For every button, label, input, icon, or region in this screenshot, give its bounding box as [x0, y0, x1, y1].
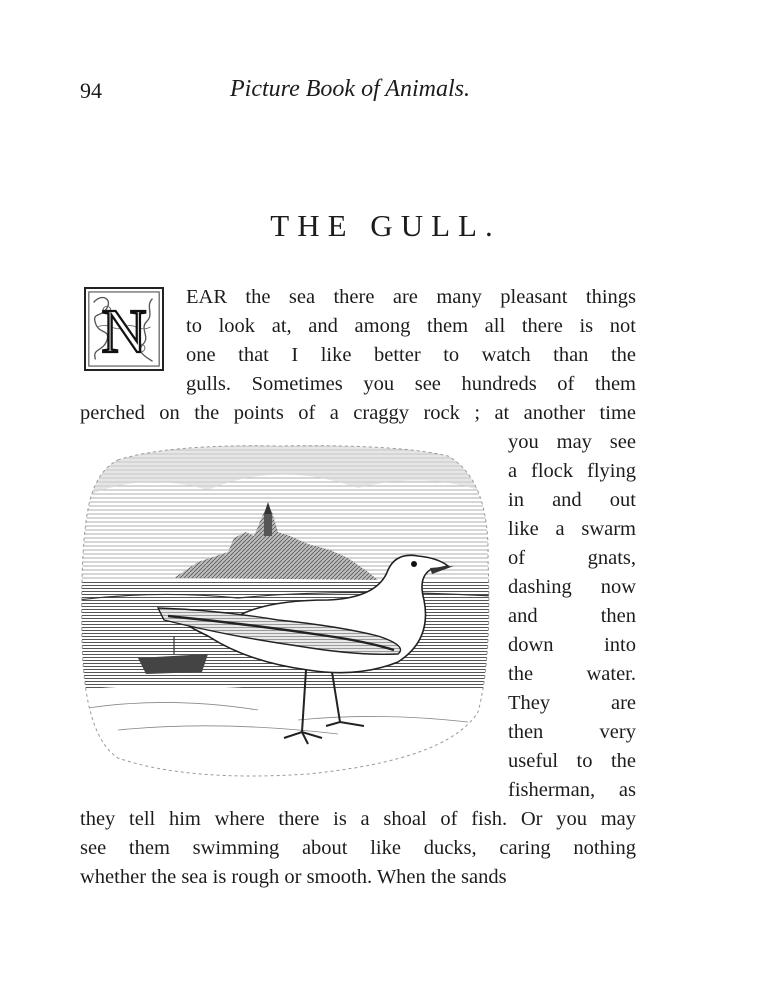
gull-illustration — [78, 440, 494, 785]
drop-cap-initial — [84, 287, 164, 371]
text-line-11: dashing now — [508, 576, 636, 598]
gull-engraving-icon — [78, 440, 494, 785]
text-line-21: whether the sea is rough or smooth. When the sands — [80, 866, 507, 888]
running-head — [80, 78, 640, 112]
ornamental-n-icon — [86, 289, 162, 369]
text-line-3: one that I like better to watch than the — [186, 344, 636, 366]
text-line-10: of gnats, — [508, 547, 636, 569]
text-line-20: see them swimming about like ducks, caring nothing — [80, 837, 636, 859]
text-line-16: then very — [508, 721, 636, 743]
page-number: 94 — [80, 78, 102, 103]
text-line-8: in and out — [508, 489, 636, 511]
text-line-17: useful to the — [508, 750, 636, 772]
text-line-2: to look at, and among them all there is not — [186, 315, 636, 337]
text-line-7: a flock flying — [508, 460, 636, 482]
text-line-18: fisherman, as — [508, 779, 636, 801]
drop-cap-letter: N — [101, 295, 147, 366]
text-line-6: you may see — [508, 431, 636, 453]
book-title: Picture Book of Animals. — [230, 76, 470, 102]
text-line-15: They are — [508, 692, 636, 714]
text-line-19: they tell him where there is a shoal of fish. Or you may — [80, 808, 636, 830]
text-line-12: and then — [508, 605, 636, 627]
chapter-title: THE GULL. — [270, 208, 501, 243]
text-line-14: the water. — [508, 663, 636, 685]
text-line-9: like a swarm — [508, 518, 636, 540]
text-line-13: down into — [508, 634, 636, 656]
text-line-5: perched on the points of a craggy rock ; at another time — [80, 402, 636, 424]
text-line-1: EAR the sea there are many pleasant things — [186, 286, 636, 308]
text-line-4: gulls. Sometimes you see hundreds of them — [186, 373, 636, 395]
